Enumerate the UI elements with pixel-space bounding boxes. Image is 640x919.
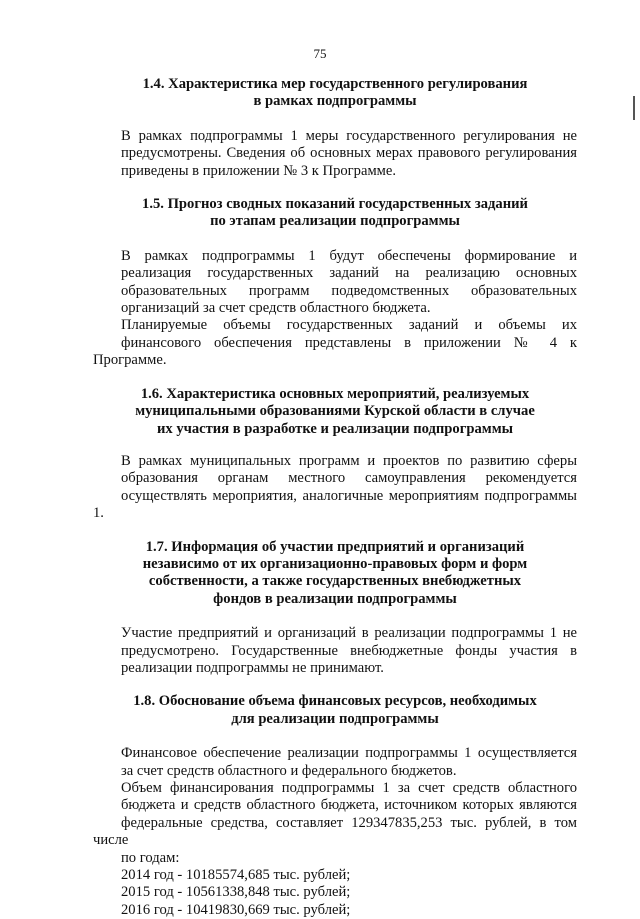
- heading-line: 1.5. Прогноз сводных показаний государственных заданий: [142, 196, 528, 213]
- text-line: реализации подпрограммы не принимают.: [121, 659, 384, 676]
- text-line: образовательных программ подведомственных образовательных: [121, 282, 577, 299]
- heading-line: 1.4. Характеристика мер государственного регулирования: [142, 76, 528, 92]
- text-line: предусмотрено. Государственные внебюджетные фонды участия в: [121, 642, 577, 659]
- paragraph: [93, 248, 577, 318]
- paragraph: [93, 128, 577, 180]
- heading-line: 1.8. Обоснование объема финансовых ресурсов, необходимых: [133, 693, 537, 710]
- section-heading-1-4: [93, 76, 577, 111]
- text-line: образования органам местного самоуправления рекомендуется: [121, 470, 577, 487]
- text-line: Объем финансирования подпрограммы 1 за счет средств областного: [121, 780, 577, 796]
- paragraph: [93, 625, 577, 677]
- heading-line: 1.6. Характеристика основных мероприятий, реализуемых: [140, 385, 530, 402]
- margin-mark: [633, 96, 635, 120]
- text-line: предусмотрены. Сведения об основных мерах правового регулирования: [121, 145, 577, 162]
- text-line: организаций за счет средств областного бюджета.: [121, 300, 431, 317]
- paragraph: [93, 780, 577, 867]
- text-line: за счет средств областного и федерального бюджетов.: [121, 762, 457, 779]
- heading-line: муниципальными образованиями Курской области в случае: [135, 403, 535, 420]
- text-line: В рамках подпрограммы 1 будут обеспечены формирование и: [121, 247, 577, 264]
- section-heading-1-8: [93, 693, 577, 728]
- paragraph: [93, 317, 577, 369]
- paragraph: [93, 745, 577, 780]
- heading-line: для реализации подпрограммы: [231, 710, 439, 727]
- text-line: бюджета и средств областного бюджета, источником которых являются: [121, 797, 577, 814]
- page-number: 75: [313, 46, 327, 61]
- text-line: Финансовое обеспечение реализации подпрограммы 1 осуществляется: [121, 745, 577, 762]
- year-item: 2016 год - 10419830,669 тыс. рублей;: [121, 901, 351, 918]
- heading-line: фондов в реализации подпрограммы: [213, 590, 457, 607]
- text-line: федеральные средства, составляет 129347835,253 тыс. рублей, в том числе: [93, 814, 577, 849]
- year-item: 2015 год - 10561338,848 тыс. рублей;: [121, 884, 351, 901]
- text-line: осуществлять мероприятия, аналогичные мероприятиям подпрограммы 1.: [93, 487, 577, 522]
- heading-line: независимо от их организационно-правовых форм и форм: [142, 555, 528, 572]
- section-heading-1-5: [93, 196, 577, 231]
- heading-line: их участия в разработке и реализации подпрограммы: [156, 420, 514, 437]
- heading-line: в рамках подпрограммы: [253, 93, 417, 110]
- paragraph: [93, 453, 577, 523]
- text-line: приведены в приложении № 3 к Программе.: [121, 162, 397, 179]
- heading-line: по этапам реализации подпрограммы: [210, 213, 460, 230]
- heading-line: собственности, а также государственных внебюджетных: [148, 573, 522, 590]
- document-body: [93, 76, 577, 919]
- text-line: В рамках муниципальных программ и проектов по развитию сферы: [121, 452, 577, 469]
- year-item: 2014 год - 10185574,685 тыс. рублей;: [121, 867, 351, 884]
- heading-line: 1.7. Информация об участии предприятий и организаций: [145, 538, 525, 555]
- text-line: по годам:: [121, 849, 180, 866]
- text-line: реализация государственных заданий на реализацию основных: [121, 265, 577, 282]
- text-line: финансового обеспечения представлены в приложении № 4 к Программе.: [93, 334, 577, 369]
- text-line: Участие предприятий и организаций в реализации подпрограммы 1 не: [121, 625, 577, 642]
- year-list: [93, 867, 577, 919]
- section-heading-1-7: [93, 539, 577, 609]
- text-line: Планируемые объемы государственных заданий и объемы их: [121, 317, 577, 334]
- text-line: В рамках подпрограммы 1 меры государственного регулирования не: [121, 127, 577, 144]
- section-heading-1-6: [93, 386, 577, 438]
